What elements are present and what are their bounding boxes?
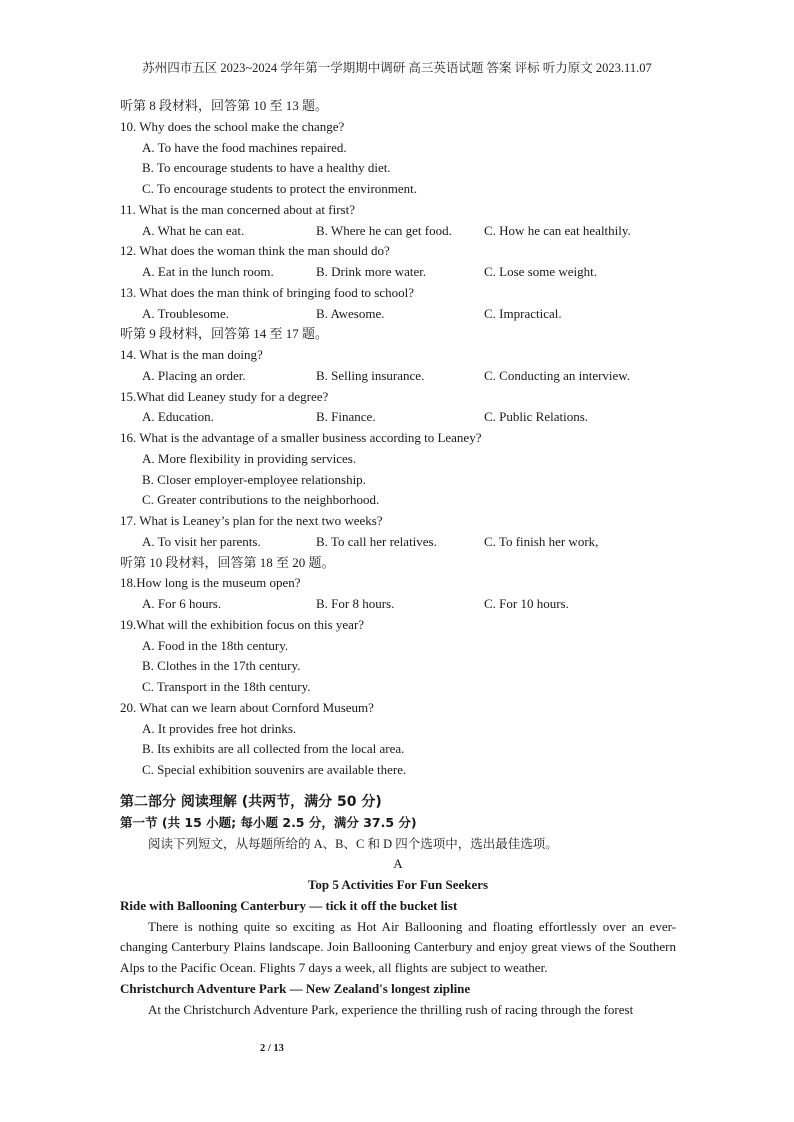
- option-12c: C. Lose some weight.: [484, 264, 598, 279]
- question-15: 15.What did Leaney study for a degree?: [120, 388, 329, 404]
- question-14: 14. What is the man doing?: [120, 347, 263, 362]
- section-intro-10: 听第 10 段材料，回答第 18 至 20 题。: [120, 554, 335, 570]
- item-text-1: There is nothing quite so exciting as Hot Air Ballooning and floating effortlessly over an ever-changing Canterbury Plains landscape. Join Ballooning Canterbury and enjoy great views of the Southern Alps to the Pacific Ocean. Flights 7 days a week, all flights are subject to weather.: [120, 918, 676, 975]
- question-19: 19.What will the exhibition focus on this year?: [120, 616, 365, 632]
- option-18c: C. For 10 hours.: [484, 596, 569, 611]
- option-11c: C. How he can eat healthily.: [484, 222, 631, 238]
- question-11: 11. What is the man concerned about at first?: [120, 201, 356, 217]
- option-16b: B. Closer employer-employee relationship.: [142, 471, 366, 487]
- question-20: 20. What can we learn about Cornford Museum?: [120, 699, 374, 715]
- option-13a: A. Troublesome.: [142, 305, 230, 321]
- section-intro-9: 听第 9 段材料，回答第 14 至 17 题。: [120, 326, 329, 342]
- option-15a: A. Education.: [142, 409, 214, 425]
- options-15: [120, 407, 676, 428]
- option-14b: B. Selling insurance.: [316, 367, 425, 383]
- option-19a: A. Food in the 18th century.: [142, 637, 289, 653]
- question-16: 16. What is the advantage of a smaller business according to Leaney?: [120, 430, 482, 445]
- question-10: 10. Why does the school make the change?: [120, 118, 345, 134]
- instruction: 阅读下列短文，从每题所给的 A、B、C 和 D 四个选项中，选出最佳选项。: [148, 836, 558, 851]
- option-16a: A. More flexibility in providing services.: [142, 450, 357, 466]
- part-title: 第二部分 阅读理解 (共两节，满分 50 分): [120, 793, 382, 810]
- options-13: [120, 304, 676, 325]
- option-19b: B. Clothes in the 17th century.: [142, 658, 301, 674]
- option-18b: B. For 8 hours.: [316, 596, 395, 611]
- options-12: [120, 262, 676, 283]
- page-header: 苏州四市五区 2023~2024 学年第一学期期中调研 高三英语试题 答案 评标 听力原文 2023.11.07: [142, 61, 652, 75]
- options-17: [120, 532, 676, 553]
- option-10a: A. To have the food machines repaired.: [142, 139, 347, 155]
- option-18a: A. For 6 hours.: [142, 596, 222, 611]
- options-11: [120, 221, 676, 242]
- option-17c: C. To finish her work,: [484, 533, 599, 549]
- option-19c: C. Transport in the 18th century.: [142, 679, 311, 694]
- option-10b: B. To encourage students to have a healthy diet.: [142, 160, 391, 176]
- option-14a: A. Placing an order.: [142, 367, 246, 383]
- question-13: 13. What does the man think of bringing food to school?: [120, 284, 415, 300]
- option-16c: C. Greater contributions to the neighborhood.: [142, 492, 380, 508]
- item-heading-1: Ride with Ballooning Canterbury — tick it off the bucket list: [120, 897, 458, 913]
- question-17: 17. What is Leaney’s plan for the next two weeks?: [120, 513, 383, 528]
- options-14: [120, 366, 676, 387]
- option-11b: B. Where he can get food.: [316, 222, 452, 238]
- option-11a: A. What he can eat.: [142, 222, 245, 238]
- question-18: 18.How long is the museum open?: [120, 575, 301, 591]
- option-17b: B. To call her relatives.: [316, 533, 437, 549]
- option-20c: C. Special exhibition souvenirs are available there.: [142, 762, 407, 777]
- option-13b: B. Awesome.: [316, 305, 385, 321]
- section-intro-8: 听第 8 段材料，回答第 10 至 13 题。: [120, 98, 329, 113]
- option-15b: B. Finance.: [316, 409, 376, 425]
- option-12a: A. Eat in the lunch room.: [142, 264, 274, 279]
- page-content: [120, 96, 676, 1020]
- item-heading-2: Christchurch Adventure Park — New Zealand's longest zipline: [120, 980, 471, 996]
- option-14c: C. Conducting an interview.: [484, 367, 631, 383]
- option-15c: C. Public Relations.: [484, 409, 588, 425]
- question-12: 12. What does the woman think the man should do?: [120, 243, 390, 259]
- option-12b: B. Drink more water.: [316, 264, 427, 279]
- option-13c: C. Impractical.: [484, 305, 562, 321]
- passage-title: Top 5 Activities For Fun Seekers: [307, 877, 489, 892]
- option-17a: A. To visit her parents.: [142, 533, 261, 549]
- option-20b: B. Its exhibits are all collected from the local area.: [142, 741, 405, 757]
- section-title: 第一节 (共 15 小题; 每小题 2.5 分，满分 37.5 分): [120, 814, 417, 830]
- passage-letter: A: [393, 856, 403, 872]
- options-18: [120, 594, 676, 615]
- page-number: 2 / 13: [260, 1043, 284, 1054]
- option-20a: A. It provides free hot drinks.: [142, 720, 297, 736]
- option-10c: C. To encourage students to protect the environment.: [142, 181, 418, 196]
- item-text-2: At the Christchurch Adventure Park, experience the thrilling rush of racing through the forest: [148, 1001, 634, 1017]
